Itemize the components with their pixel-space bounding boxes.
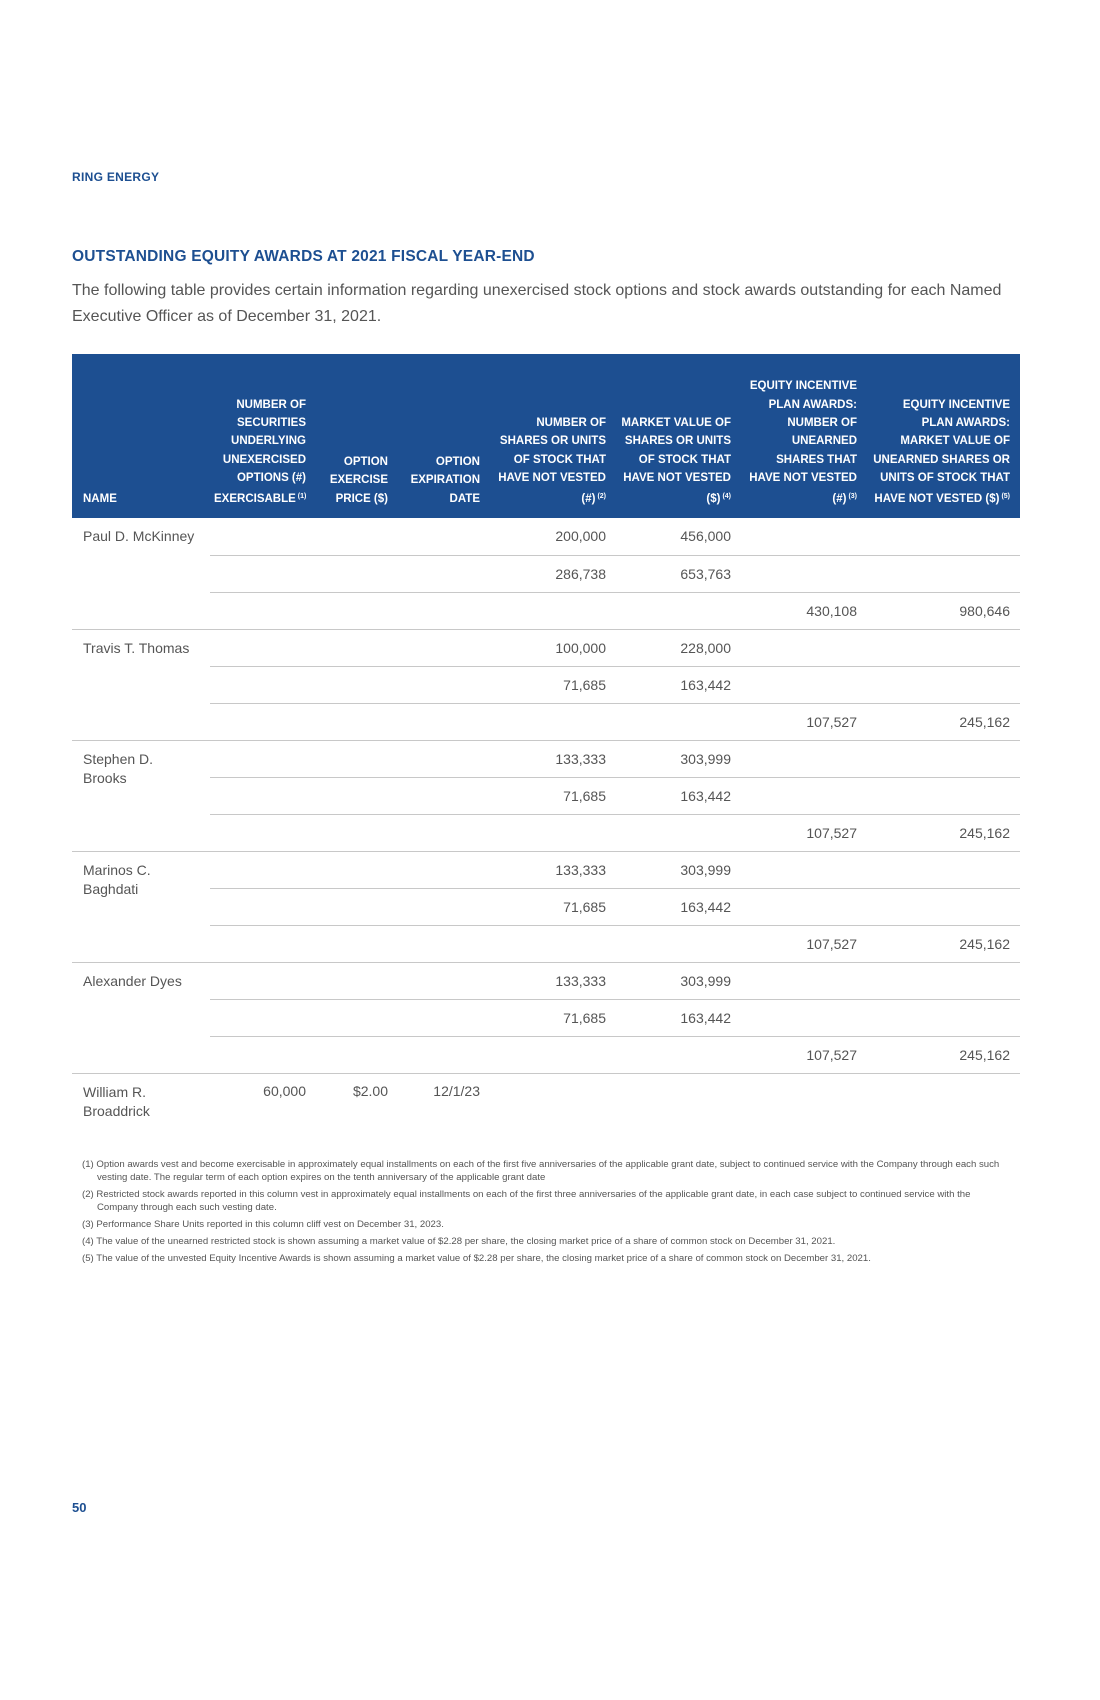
table-cell xyxy=(316,629,398,666)
table-cell xyxy=(867,518,1020,555)
column-header xyxy=(210,354,316,518)
section-title: OUTSTANDING EQUITY AWARDS AT 2021 FISCAL YEAR-END xyxy=(72,248,535,265)
table-cell: 228,000 xyxy=(616,629,741,666)
table-cell xyxy=(398,814,490,851)
table-cell xyxy=(210,592,316,629)
table-cell: 12/1/23 xyxy=(433,1082,480,1099)
table-cell xyxy=(316,962,398,999)
equity-awards-table xyxy=(72,354,1020,1121)
table-cell xyxy=(741,851,867,888)
table-row xyxy=(72,666,1020,703)
column-header xyxy=(72,354,210,518)
table-row xyxy=(72,851,1020,888)
column-header-footnote-ref: (5) xyxy=(1001,492,1010,500)
table-row xyxy=(72,999,1020,1036)
table-cell xyxy=(210,518,316,555)
table-cell xyxy=(741,1073,867,1121)
column-header-footnote-ref: (4) xyxy=(722,492,731,500)
table-row xyxy=(72,629,1020,666)
table-cell xyxy=(741,629,867,666)
column-header-label: NUMBER OF SHARES OR UNITS OF STOCK THAT HAVE NOT VESTED (#) xyxy=(498,416,606,505)
table-cell xyxy=(210,888,316,925)
table-cell xyxy=(316,555,398,592)
table-cell xyxy=(398,740,490,777)
table-row xyxy=(72,703,1020,740)
table-cell: 107,527 xyxy=(741,1036,867,1073)
table-body xyxy=(72,518,1020,1121)
table-cell: 133,333 xyxy=(490,851,616,888)
table-cell xyxy=(867,999,1020,1036)
table-cell xyxy=(490,592,616,629)
table-cell xyxy=(867,740,1020,777)
table-cell: 71,685 xyxy=(490,888,616,925)
table-cell: 245,162 xyxy=(867,1036,1020,1073)
table-row xyxy=(72,962,1020,999)
table-cell: 245,162 xyxy=(867,814,1020,851)
officer-name: William R. Broaddrick xyxy=(83,1083,150,1119)
column-header-label: NUMBER OF SECURITIES UNDERLYING UNEXERCISED OPTIONS (#) EXERCISABLE xyxy=(214,398,306,505)
company-name: RING ENERGY xyxy=(72,170,160,184)
table-cell xyxy=(210,851,316,888)
table-cell xyxy=(316,925,398,962)
footnotes xyxy=(82,1158,1012,1269)
page-number: 50 xyxy=(72,1500,87,1515)
table-cell xyxy=(616,925,741,962)
column-header-footnote-ref: (2) xyxy=(597,492,606,500)
table-cell: 286,738 xyxy=(490,555,616,592)
table-cell: 980,646 xyxy=(867,592,1020,629)
table-cell xyxy=(316,518,398,555)
column-header-label: NAME xyxy=(83,492,117,505)
table-cell xyxy=(316,592,398,629)
footnote: (1) Option awards vest and become exercisable in approximately equal installments on each of the first five anniversaries of the applicable grant date, subject to continued service with the Company through each such vesting date. The regular term of each option expires on the tenth anniversary of the applicable grant date xyxy=(82,1159,1000,1183)
table-row xyxy=(72,592,1020,629)
column-header-footnote-ref: (3) xyxy=(848,492,857,500)
table-cell xyxy=(616,814,741,851)
table-cell xyxy=(210,925,316,962)
column-header-label: MARKET VALUE OF SHARES OR UNITS OF STOCK THAT HAVE NOT VESTED ($) xyxy=(621,416,731,505)
column-header xyxy=(398,354,490,518)
table-cell: 71,685 xyxy=(490,999,616,1036)
table-cell xyxy=(398,1036,490,1073)
table-cell xyxy=(867,777,1020,814)
table-cell xyxy=(316,814,398,851)
column-header-label: OPTION EXPIRATION DATE xyxy=(410,455,480,505)
table-row xyxy=(72,888,1020,925)
table-cell: 60,000 xyxy=(263,1082,306,1099)
table-cell: 71,685 xyxy=(490,666,616,703)
table-cell xyxy=(316,666,398,703)
officer-name: Stephen D. Brooks xyxy=(72,740,210,851)
table-cell: 163,442 xyxy=(616,999,741,1036)
table-cell: 456,000 xyxy=(616,518,741,555)
column-header-label: EQUITY INCENTIVE PLAN AWARDS: MARKET VALUE OF UNEARNED SHARES OR UNITS OF STOCK THAT HAVE NOT VESTED ($) xyxy=(873,398,1010,505)
table-cell: 303,999 xyxy=(616,962,741,999)
table-cell: 200,000 xyxy=(490,518,616,555)
table-cell xyxy=(398,851,490,888)
table-row xyxy=(72,740,1020,777)
table-cell xyxy=(210,777,316,814)
table-cell: 107,527 xyxy=(741,925,867,962)
officer-name: Paul D. McKinney xyxy=(72,518,210,629)
table-cell xyxy=(867,666,1020,703)
table-cell xyxy=(316,777,398,814)
footnote: (3) Performance Share Units reported in this column cliff vest on December 31, 2023. xyxy=(82,1219,444,1230)
table-cell xyxy=(398,592,490,629)
table-cell: 653,763 xyxy=(616,555,741,592)
officer-name: Travis T. Thomas xyxy=(72,629,210,740)
table-cell xyxy=(210,740,316,777)
table-cell: 303,999 xyxy=(616,851,741,888)
table-cell xyxy=(398,518,490,555)
table-cell: $2.00 xyxy=(352,1082,388,1099)
table-cell xyxy=(316,1036,398,1073)
table-cell xyxy=(616,703,741,740)
table-row xyxy=(72,777,1020,814)
table-cell xyxy=(210,962,316,999)
table-cell xyxy=(741,518,867,555)
table-cell xyxy=(741,888,867,925)
table-cell xyxy=(316,999,398,1036)
table-cell xyxy=(490,814,616,851)
table-cell xyxy=(398,962,490,999)
footnote: (5) The value of the unvested Equity Incentive Awards is shown assuming a market value of $2.28 per share, the closing market price of a share of common stock on December 31, 2021. xyxy=(82,1253,871,1264)
table-cell xyxy=(490,1073,616,1121)
table-cell xyxy=(867,629,1020,666)
table-cell xyxy=(398,888,490,925)
table-row xyxy=(72,1036,1020,1073)
table-row xyxy=(72,925,1020,962)
table-cell xyxy=(210,666,316,703)
table-cell xyxy=(316,851,398,888)
officer-name: Alexander Dyes xyxy=(72,962,210,1073)
table-cell xyxy=(316,703,398,740)
table-row xyxy=(72,1073,1020,1121)
table-cell xyxy=(398,629,490,666)
table-cell: 133,333 xyxy=(490,962,616,999)
table-cell: 163,442 xyxy=(616,888,741,925)
footnote: (2) Restricted stock awards reported in this column vest in approximately equal installments on each of the first three anniversaries of the applicable grant date, in each case subject to continued service with the Company through each such vesting date. xyxy=(82,1189,971,1213)
table-cell xyxy=(741,999,867,1036)
column-header xyxy=(741,354,867,518)
table-cell xyxy=(398,555,490,592)
table-cell xyxy=(741,555,867,592)
table-cell xyxy=(867,851,1020,888)
table-cell xyxy=(867,962,1020,999)
table-cell: 303,999 xyxy=(616,740,741,777)
table-cell: 107,527 xyxy=(741,703,867,740)
table-cell xyxy=(741,777,867,814)
table-cell xyxy=(741,666,867,703)
table-header-row xyxy=(72,354,1020,518)
footnote: (4) The value of the unearned restricted stock is shown assuming a market value of $2.28 per share, the closing market price of a share of common stock on December 31, 2021. xyxy=(82,1236,836,1247)
table-cell: 71,685 xyxy=(490,777,616,814)
table-cell xyxy=(741,740,867,777)
table-cell: 245,162 xyxy=(867,703,1020,740)
table-cell: 100,000 xyxy=(490,629,616,666)
table-cell: 245,162 xyxy=(867,925,1020,962)
table-cell: 430,108 xyxy=(741,592,867,629)
column-header-label: OPTION EXERCISE PRICE ($) xyxy=(329,455,388,505)
officer-name: Marinos C. Baghdati xyxy=(72,851,210,962)
table-cell xyxy=(490,703,616,740)
table-cell xyxy=(867,888,1020,925)
table-cell xyxy=(210,555,316,592)
table-row xyxy=(72,814,1020,851)
table-cell xyxy=(398,925,490,962)
table-cell xyxy=(210,703,316,740)
table-cell: 163,442 xyxy=(616,666,741,703)
table-row xyxy=(72,518,1020,555)
table-cell xyxy=(316,888,398,925)
table-cell xyxy=(398,703,490,740)
table-cell xyxy=(616,592,741,629)
table-cell xyxy=(490,925,616,962)
column-header xyxy=(867,354,1020,518)
column-header xyxy=(490,354,616,518)
table-cell xyxy=(210,1036,316,1073)
column-header xyxy=(316,354,398,518)
table-cell xyxy=(616,1073,741,1121)
table-cell: 107,527 xyxy=(741,814,867,851)
section-intro: The following table provides certain information regarding unexercised stock options and stock awards outstanding for each Named Executive Officer as of December 31, 2021. xyxy=(72,282,1002,325)
table-cell xyxy=(490,1036,616,1073)
table-cell xyxy=(398,666,490,703)
table-cell xyxy=(210,629,316,666)
table-cell xyxy=(867,555,1020,592)
table-cell xyxy=(398,777,490,814)
table-row xyxy=(72,555,1020,592)
table-cell xyxy=(210,814,316,851)
table-cell: 133,333 xyxy=(490,740,616,777)
column-header-label: EQUITY INCENTIVE PLAN AWARDS: NUMBER OF UNEARNED SHARES THAT HAVE NOT VESTED (#) xyxy=(749,380,857,505)
table-cell xyxy=(316,740,398,777)
table-cell xyxy=(741,962,867,999)
table-cell xyxy=(616,1036,741,1073)
column-header xyxy=(616,354,741,518)
table-cell xyxy=(210,999,316,1036)
column-header-footnote-ref: (1) xyxy=(297,492,307,500)
table-cell xyxy=(867,1073,1020,1121)
table-cell: 163,442 xyxy=(616,777,741,814)
table-cell xyxy=(398,999,490,1036)
